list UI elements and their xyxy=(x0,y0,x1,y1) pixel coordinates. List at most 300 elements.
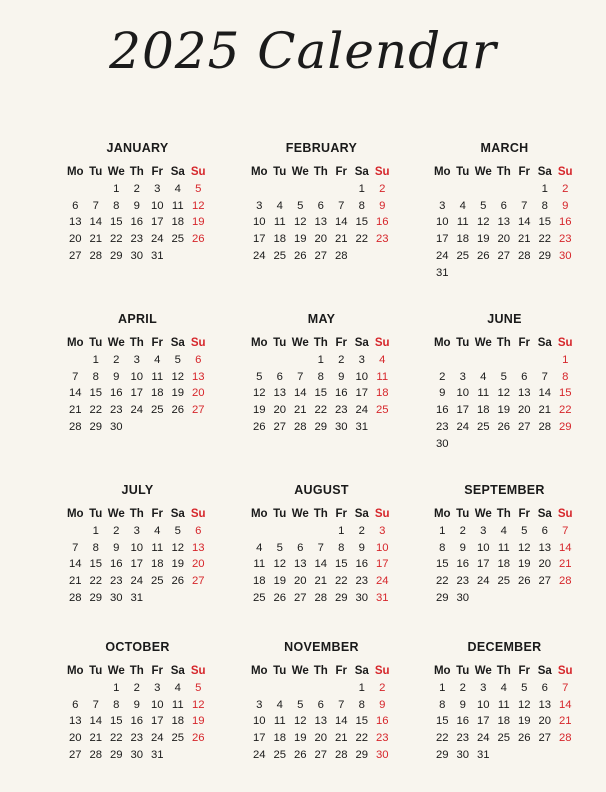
day-cell: 7 xyxy=(562,681,569,694)
empty-cell xyxy=(494,181,515,198)
day-cell: 1 xyxy=(562,353,569,366)
day-cell: 19 xyxy=(273,575,287,588)
day-cell: 5 xyxy=(174,524,181,537)
day-cell: 10 xyxy=(476,698,490,711)
day-cell: 15 xyxy=(435,558,449,571)
day-cell: 29 xyxy=(538,249,552,262)
day-cell: 9 xyxy=(133,199,140,212)
day-cell: 20 xyxy=(517,404,531,417)
day-cell: 23 xyxy=(109,575,123,588)
day-cell: 19 xyxy=(476,233,490,246)
day-cell: 21 xyxy=(558,558,572,571)
weekday-header: Mo xyxy=(433,508,451,520)
weekday-header: Sa xyxy=(537,337,552,349)
day-cell: 21 xyxy=(334,233,348,246)
day-cell: 12 xyxy=(171,541,185,554)
day-cell: 26 xyxy=(171,404,185,417)
empty-cell xyxy=(535,352,556,369)
weekday-header: Su xyxy=(557,337,573,349)
day-cell: 30 xyxy=(109,591,123,604)
day-cell: 31 xyxy=(130,591,144,604)
day-cell: 8 xyxy=(113,199,120,212)
day-cell: 23 xyxy=(456,575,470,588)
month-name: DECEMBER xyxy=(467,640,542,654)
day-cell: 20 xyxy=(497,233,511,246)
day-cell: 29 xyxy=(314,420,328,433)
day-cell: 1 xyxy=(439,681,446,694)
empty-cell xyxy=(453,352,474,369)
day-cell: 1 xyxy=(358,182,365,195)
day-cell: 9 xyxy=(439,387,446,400)
day-cell: 9 xyxy=(338,370,345,383)
day-cell: 31 xyxy=(355,420,369,433)
day-cell: 22 xyxy=(558,404,572,417)
day-cell: 15 xyxy=(435,715,449,728)
weekday-header: Fr xyxy=(335,166,347,178)
day-cell: 29 xyxy=(109,748,123,761)
day-cell: 19 xyxy=(293,732,307,745)
day-cell: 15 xyxy=(558,387,572,400)
day-cell: 19 xyxy=(171,558,185,571)
weekday-header: Mo xyxy=(433,665,451,677)
day-cell: 1 xyxy=(317,353,324,366)
weekday-header: Su xyxy=(374,166,390,178)
day-cell: 8 xyxy=(92,541,99,554)
day-cell: 16 xyxy=(109,558,123,571)
day-cell: 7 xyxy=(562,524,569,537)
empty-cell xyxy=(473,352,494,369)
day-cell: 7 xyxy=(297,370,304,383)
month-name: NOVEMBER xyxy=(284,640,359,654)
weekday-header: We xyxy=(291,337,309,349)
day-cell: 9 xyxy=(562,199,569,212)
weekday-header: Th xyxy=(496,166,511,178)
day-cell: 30 xyxy=(456,591,470,604)
day-cell: 22 xyxy=(435,575,449,588)
weekday-header: Mo xyxy=(66,337,84,349)
day-cell: 19 xyxy=(191,216,205,229)
empty-cell xyxy=(494,352,515,369)
weekday-header: We xyxy=(474,337,492,349)
day-cell: 7 xyxy=(72,370,79,383)
day-cell: 21 xyxy=(334,732,348,745)
day-cell: 15 xyxy=(109,216,123,229)
day-cell: 16 xyxy=(109,387,123,400)
day-cell: 27 xyxy=(497,249,511,262)
weekday-header: Fr xyxy=(151,665,163,677)
day-cell: 6 xyxy=(521,370,528,383)
weekday-header: Tu xyxy=(273,508,287,520)
day-cell: 26 xyxy=(476,249,490,262)
month-name: OCTOBER xyxy=(105,640,170,654)
weekday-header: We xyxy=(291,508,309,520)
day-cell: 29 xyxy=(558,420,572,433)
empty-cell xyxy=(473,181,494,198)
day-cell: 29 xyxy=(109,249,123,262)
weekday-header: Su xyxy=(374,337,390,349)
day-cell: 4 xyxy=(174,182,181,195)
day-cell: 17 xyxy=(252,732,266,745)
day-cell: 25 xyxy=(171,732,185,745)
day-cell: 9 xyxy=(379,698,386,711)
empty-cell xyxy=(65,181,86,198)
day-cell: 2 xyxy=(459,524,466,537)
weekday-header: Sa xyxy=(537,166,552,178)
day-cell: 1 xyxy=(358,681,365,694)
day-cell: 31 xyxy=(150,249,164,262)
day-cell: 30 xyxy=(558,249,572,262)
day-cell: 12 xyxy=(293,216,307,229)
weekday-header: Th xyxy=(313,166,328,178)
weekday-header: We xyxy=(474,665,492,677)
day-cell: 20 xyxy=(191,558,205,571)
day-cell: 7 xyxy=(338,199,345,212)
day-cell: 6 xyxy=(195,353,202,366)
day-cell: 2 xyxy=(379,681,386,694)
day-cell: 12 xyxy=(191,199,205,212)
day-cell: 10 xyxy=(435,216,449,229)
day-cell: 7 xyxy=(92,199,99,212)
day-cell: 23 xyxy=(109,404,123,417)
day-cell: 6 xyxy=(195,524,202,537)
day-cell: 5 xyxy=(521,681,528,694)
empty-cell xyxy=(86,680,107,697)
weekday-header: Th xyxy=(496,508,511,520)
day-cell: 29 xyxy=(334,591,348,604)
day-cell: 22 xyxy=(109,732,123,745)
day-cell: 8 xyxy=(358,698,365,711)
empty-cell xyxy=(290,680,311,697)
day-cell: 4 xyxy=(174,681,181,694)
month-name: MAY xyxy=(307,312,336,326)
day-cell: 9 xyxy=(459,541,466,554)
month-march xyxy=(432,140,577,282)
empty-cell xyxy=(249,523,270,540)
month-grid xyxy=(249,164,394,265)
day-cell: 10 xyxy=(252,715,266,728)
weekday-header: Mo xyxy=(250,166,268,178)
weekday-header: Su xyxy=(557,665,573,677)
day-cell: 21 xyxy=(293,404,307,417)
empty-cell xyxy=(249,352,270,369)
weekday-header: We xyxy=(107,665,125,677)
day-cell: 2 xyxy=(338,353,345,366)
day-cell: 12 xyxy=(273,558,287,571)
weekday-header: Fr xyxy=(335,665,347,677)
day-cell: 17 xyxy=(150,715,164,728)
day-cell: 28 xyxy=(314,591,328,604)
day-cell: 26 xyxy=(517,575,531,588)
day-cell: 2 xyxy=(459,681,466,694)
day-cell: 11 xyxy=(151,541,164,554)
day-cell: 22 xyxy=(109,233,123,246)
day-cell: 26 xyxy=(191,732,205,745)
day-cell: 23 xyxy=(334,404,348,417)
day-cell: 27 xyxy=(538,575,552,588)
day-cell: 30 xyxy=(109,420,123,433)
day-cell: 22 xyxy=(538,233,552,246)
month-name: MARCH xyxy=(480,141,529,155)
day-cell: 8 xyxy=(439,698,446,711)
weekday-header: We xyxy=(474,508,492,520)
weekday-header: Sa xyxy=(170,166,185,178)
day-cell: 6 xyxy=(297,541,304,554)
day-cell: 21 xyxy=(538,404,552,417)
month-name: SEPTEMBER xyxy=(464,483,545,497)
weekday-header: Sa xyxy=(170,508,185,520)
day-cell: 3 xyxy=(379,524,386,537)
day-cell: 27 xyxy=(273,420,287,433)
day-cell: 5 xyxy=(297,199,304,212)
weekday-header: Tu xyxy=(456,337,470,349)
day-cell: 30 xyxy=(130,748,144,761)
day-cell: 28 xyxy=(538,420,552,433)
day-cell: 11 xyxy=(376,370,389,383)
day-cell: 3 xyxy=(256,199,263,212)
day-cell: 3 xyxy=(480,681,487,694)
day-cell: 21 xyxy=(68,404,82,417)
day-cell: 22 xyxy=(334,575,348,588)
day-cell: 29 xyxy=(89,420,103,433)
day-cell: 6 xyxy=(276,370,283,383)
day-cell: 16 xyxy=(130,715,144,728)
day-cell: 3 xyxy=(133,353,140,366)
day-cell: 6 xyxy=(500,199,507,212)
weekday-header: Th xyxy=(496,337,511,349)
day-cell: 24 xyxy=(476,575,490,588)
month-december xyxy=(432,639,577,764)
day-cell: 7 xyxy=(541,370,548,383)
day-cell: 10 xyxy=(456,387,470,400)
empty-cell xyxy=(331,181,352,198)
month-grid xyxy=(249,663,394,764)
empty-cell xyxy=(249,680,270,697)
empty-cell xyxy=(331,680,352,697)
month-october xyxy=(65,639,210,764)
day-cell: 15 xyxy=(355,216,369,229)
day-cell: 14 xyxy=(517,216,531,229)
empty-cell xyxy=(432,181,453,198)
day-cell: 6 xyxy=(541,681,548,694)
day-cell: 18 xyxy=(456,233,470,246)
day-cell: 14 xyxy=(68,558,82,571)
month-grid xyxy=(65,663,210,764)
day-cell: 2 xyxy=(113,353,120,366)
weekday-header: Su xyxy=(190,337,206,349)
month-name: APRIL xyxy=(118,312,157,326)
day-cell: 22 xyxy=(314,404,328,417)
weekday-header: Sa xyxy=(354,166,369,178)
day-cell: 26 xyxy=(497,420,511,433)
weekday-header: Tu xyxy=(89,665,103,677)
day-cell: 22 xyxy=(355,732,369,745)
day-cell: 5 xyxy=(276,541,283,554)
weekday-header: Sa xyxy=(354,665,369,677)
day-cell: 13 xyxy=(293,558,307,571)
day-cell: 24 xyxy=(476,732,490,745)
weekday-header: Tu xyxy=(456,166,470,178)
day-cell: 20 xyxy=(314,233,328,246)
day-cell: 9 xyxy=(113,370,120,383)
day-cell: 23 xyxy=(435,420,449,433)
day-cell: 16 xyxy=(375,715,389,728)
day-cell: 3 xyxy=(459,370,466,383)
day-cell: 23 xyxy=(558,233,572,246)
day-cell: 27 xyxy=(191,404,205,417)
weekday-header: Su xyxy=(374,508,390,520)
month-grid xyxy=(432,164,577,282)
day-cell: 7 xyxy=(72,541,79,554)
month-september xyxy=(432,482,577,607)
day-cell: 12 xyxy=(171,370,185,383)
weekday-header: Tu xyxy=(89,337,103,349)
weekday-header: We xyxy=(474,166,492,178)
empty-cell xyxy=(65,523,86,540)
day-cell: 14 xyxy=(334,216,348,229)
day-cell: 21 xyxy=(314,575,328,588)
weekday-header: Mo xyxy=(250,508,268,520)
day-cell: 3 xyxy=(358,353,365,366)
day-cell: 10 xyxy=(130,370,144,383)
weekday-header: Th xyxy=(129,508,144,520)
month-july xyxy=(65,482,210,607)
day-cell: 3 xyxy=(133,524,140,537)
day-cell: 25 xyxy=(497,732,511,745)
day-cell: 12 xyxy=(191,698,205,711)
weekday-header: Mo xyxy=(433,337,451,349)
day-cell: 25 xyxy=(497,575,511,588)
day-cell: 17 xyxy=(456,404,470,417)
day-cell: 14 xyxy=(89,216,103,229)
day-cell: 4 xyxy=(379,353,386,366)
day-cell: 20 xyxy=(293,575,307,588)
weekday-header: Tu xyxy=(89,508,103,520)
day-cell: 8 xyxy=(92,370,99,383)
weekday-header: Fr xyxy=(518,337,530,349)
day-cell: 24 xyxy=(435,249,449,262)
day-cell: 25 xyxy=(273,249,287,262)
day-cell: 24 xyxy=(355,404,369,417)
day-cell: 9 xyxy=(459,698,466,711)
weekday-header: Su xyxy=(557,508,573,520)
month-november xyxy=(249,639,394,764)
day-cell: 15 xyxy=(89,387,103,400)
month-name: AUGUST xyxy=(294,483,349,497)
day-cell: 28 xyxy=(89,249,103,262)
day-cell: 23 xyxy=(375,732,389,745)
weekday-header: Tu xyxy=(456,665,470,677)
day-cell: 28 xyxy=(293,420,307,433)
weekday-header: Fr xyxy=(518,166,530,178)
empty-cell xyxy=(432,352,453,369)
day-cell: 20 xyxy=(538,558,552,571)
day-cell: 1 xyxy=(541,182,548,195)
day-cell: 24 xyxy=(375,575,389,588)
day-cell: 30 xyxy=(355,591,369,604)
day-cell: 25 xyxy=(476,420,490,433)
day-cell: 7 xyxy=(92,698,99,711)
day-cell: 26 xyxy=(293,748,307,761)
weekday-header: Tu xyxy=(273,337,287,349)
day-cell: 27 xyxy=(517,420,531,433)
month-grid xyxy=(249,335,394,436)
empty-cell xyxy=(290,352,311,369)
weekday-header: Tu xyxy=(273,166,287,178)
empty-cell xyxy=(270,680,291,697)
weekday-header: Su xyxy=(374,665,390,677)
day-cell: 25 xyxy=(150,404,164,417)
day-cell: 8 xyxy=(562,370,569,383)
day-cell: 21 xyxy=(517,233,531,246)
day-cell: 11 xyxy=(477,387,490,400)
day-cell: 26 xyxy=(517,732,531,745)
day-cell: 6 xyxy=(72,698,79,711)
weekday-header: We xyxy=(291,166,309,178)
empty-cell xyxy=(311,680,332,697)
day-cell: 20 xyxy=(538,715,552,728)
day-cell: 6 xyxy=(72,199,79,212)
weekday-header: Sa xyxy=(537,665,552,677)
day-cell: 15 xyxy=(314,387,328,400)
day-cell: 12 xyxy=(293,715,307,728)
day-cell: 29 xyxy=(355,748,369,761)
weekday-header: Fr xyxy=(518,665,530,677)
day-cell: 21 xyxy=(89,732,103,745)
day-cell: 12 xyxy=(517,541,531,554)
month-grid xyxy=(65,335,210,436)
empty-cell xyxy=(270,523,291,540)
month-grid xyxy=(432,335,577,453)
day-cell: 19 xyxy=(497,404,511,417)
day-cell: 1 xyxy=(92,524,99,537)
day-cell: 16 xyxy=(375,216,389,229)
day-cell: 13 xyxy=(497,216,511,229)
empty-cell xyxy=(311,181,332,198)
month-february xyxy=(249,140,394,265)
day-cell: 30 xyxy=(375,748,389,761)
day-cell: 17 xyxy=(355,387,369,400)
day-cell: 7 xyxy=(338,698,345,711)
day-cell: 31 xyxy=(150,748,164,761)
empty-cell xyxy=(65,680,86,697)
weekday-header: Mo xyxy=(66,665,84,677)
day-cell: 14 xyxy=(314,558,328,571)
month-grid xyxy=(65,164,210,265)
day-cell: 19 xyxy=(171,387,185,400)
day-cell: 26 xyxy=(252,420,266,433)
day-cell: 10 xyxy=(130,541,144,554)
day-cell: 14 xyxy=(558,698,572,711)
day-cell: 10 xyxy=(476,541,490,554)
day-cell: 12 xyxy=(252,387,266,400)
day-cell: 12 xyxy=(497,387,511,400)
day-cell: 11 xyxy=(171,199,184,212)
month-name: JANUARY xyxy=(106,141,169,155)
day-cell: 8 xyxy=(439,541,446,554)
weekday-header: We xyxy=(291,665,309,677)
weekday-header: Tu xyxy=(456,508,470,520)
day-cell: 28 xyxy=(558,575,572,588)
day-cell: 14 xyxy=(68,387,82,400)
month-grid xyxy=(249,506,394,607)
weekday-header: Sa xyxy=(354,337,369,349)
weekday-header: Th xyxy=(496,665,511,677)
day-cell: 11 xyxy=(497,541,510,554)
day-cell: 8 xyxy=(541,199,548,212)
empty-cell xyxy=(290,181,311,198)
day-cell: 25 xyxy=(273,748,287,761)
day-cell: 11 xyxy=(497,698,510,711)
